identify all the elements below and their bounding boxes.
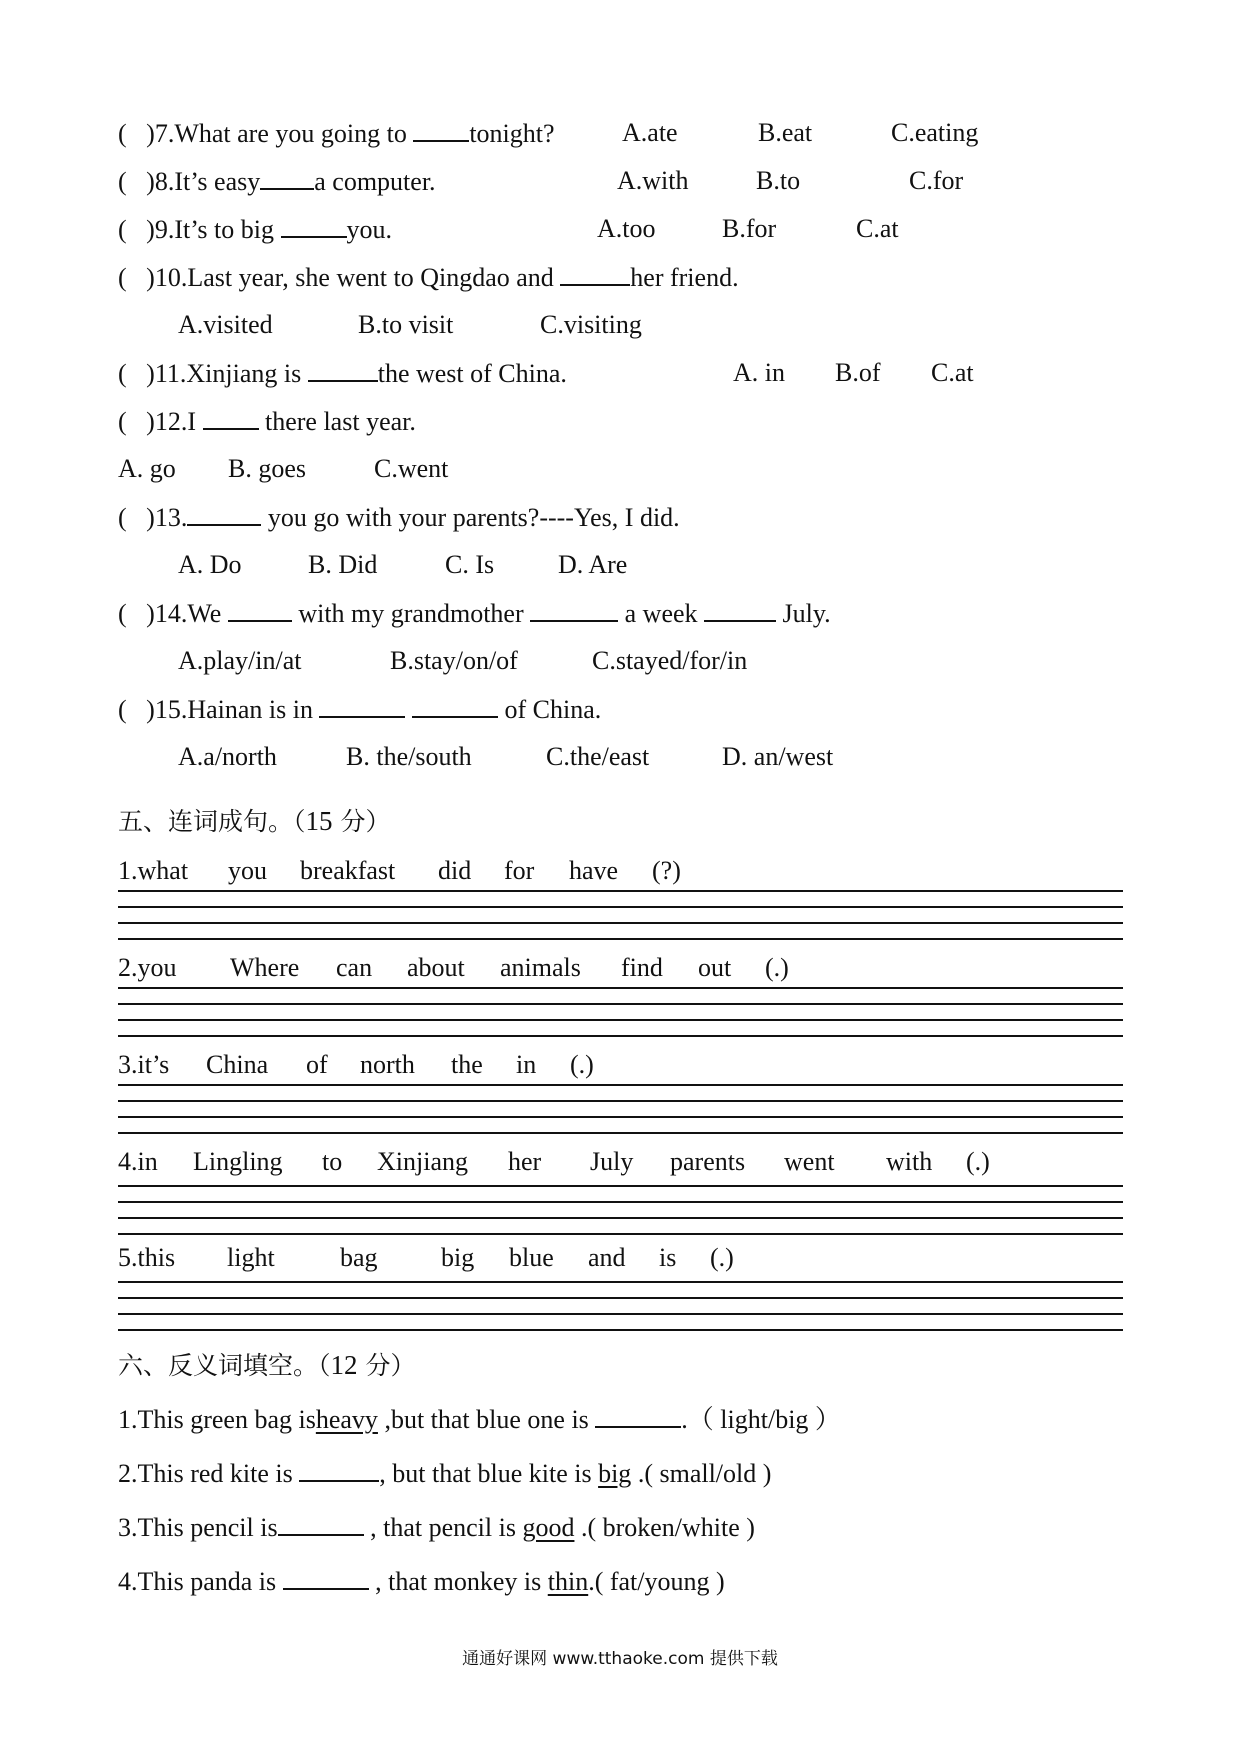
writing-line[interactable] xyxy=(118,938,1123,940)
word: about xyxy=(407,953,465,982)
option-c: C.for xyxy=(909,166,964,195)
option-a: A.ate xyxy=(622,118,678,147)
word: blue xyxy=(509,1243,554,1272)
word: (?) xyxy=(652,856,681,885)
word: in xyxy=(516,1050,537,1079)
word: (.) xyxy=(570,1050,594,1079)
word: for xyxy=(504,856,535,885)
word: out xyxy=(698,953,732,982)
question-9: ( )9.It’s to big you. xyxy=(118,215,392,244)
option-c: C.stayed/for/in xyxy=(592,646,748,675)
writing-line[interactable] xyxy=(118,1084,1123,1086)
option-a: A.too xyxy=(597,214,656,243)
option-b: B.stay/on/of xyxy=(390,646,518,675)
writing-line[interactable] xyxy=(118,1116,1123,1118)
section-6-title: 六、反义词填空。（12 分） xyxy=(118,1350,416,1380)
option-a: A.play/in/at xyxy=(178,646,302,675)
word: have xyxy=(569,856,619,885)
option-d: D. an/west xyxy=(722,742,834,771)
answer-bracket[interactable]: ( ) xyxy=(118,167,155,196)
option-a: A.visited xyxy=(178,310,273,339)
writing-line[interactable] xyxy=(118,1201,1123,1203)
section-5-title: 五、连词成句。（15 分） xyxy=(118,806,391,836)
word: breakfast xyxy=(300,856,396,885)
blank[interactable] xyxy=(319,694,405,718)
option-c: C.eating xyxy=(891,118,979,147)
question-12: ( )12.I there last year. xyxy=(118,407,416,436)
writing-line[interactable] xyxy=(118,1185,1123,1187)
option-b: B.eat xyxy=(758,118,813,147)
answer-bracket[interactable]: ( ) xyxy=(118,263,155,292)
antonym-2: 2.This red kite is , but that blue kite is big .( small/old ) xyxy=(118,1459,772,1488)
word: Where xyxy=(230,953,300,982)
question-13: ( )13. you go with your parents?----Yes, I did. xyxy=(118,503,680,532)
blank[interactable] xyxy=(187,502,261,526)
option-a: A.a/north xyxy=(178,742,277,771)
word: (.) xyxy=(710,1243,734,1272)
word: is xyxy=(659,1243,677,1272)
word: parents xyxy=(670,1147,746,1176)
option-a: A.with xyxy=(617,166,689,195)
word: animals xyxy=(500,953,581,982)
writing-line[interactable] xyxy=(118,1100,1123,1102)
option-c: C.visiting xyxy=(540,310,642,339)
option-c: C. Is xyxy=(445,550,495,579)
word: find xyxy=(621,953,663,982)
blank[interactable] xyxy=(281,214,347,238)
word: with xyxy=(886,1147,933,1176)
writing-line[interactable] xyxy=(118,922,1123,924)
answer-bracket[interactable]: ( ) xyxy=(118,215,155,244)
word: north xyxy=(360,1050,415,1079)
word: Xinjiang xyxy=(377,1147,468,1176)
word: you xyxy=(228,856,267,885)
writing-line[interactable] xyxy=(118,1313,1123,1315)
writing-line[interactable] xyxy=(118,987,1123,989)
blank[interactable] xyxy=(413,118,469,142)
writing-line[interactable] xyxy=(118,1217,1123,1219)
blank[interactable] xyxy=(228,598,292,622)
option-c: C.the/east xyxy=(546,742,650,771)
question-15: ( )15.Hainan is in of China. xyxy=(118,695,602,724)
option-b: B. the/south xyxy=(346,742,472,771)
option-a: A. go xyxy=(118,454,176,483)
blank[interactable] xyxy=(203,406,259,430)
blank[interactable] xyxy=(530,598,618,622)
option-b: B.to xyxy=(756,166,801,195)
answer-bracket[interactable]: ( ) xyxy=(118,119,155,148)
blank[interactable] xyxy=(299,1458,379,1482)
blank[interactable] xyxy=(595,1404,681,1428)
word: bag xyxy=(340,1243,378,1272)
writing-line[interactable] xyxy=(118,1329,1123,1331)
question-11: ( )11.Xinjiang is the west of China. xyxy=(118,359,567,388)
antonym-1: 1.This green bag isheavy ,but that blue one is .（ light/big ） xyxy=(118,1405,841,1434)
writing-line[interactable] xyxy=(118,1132,1123,1134)
word: big xyxy=(441,1243,475,1272)
sentence-number: 3.it’s xyxy=(118,1050,170,1079)
word: her xyxy=(508,1147,542,1176)
option-a: A. in xyxy=(733,358,785,387)
writing-line[interactable] xyxy=(118,1297,1123,1299)
option-d: D. Are xyxy=(558,550,628,579)
writing-line[interactable] xyxy=(118,1035,1123,1037)
sentence-number: 5.this xyxy=(118,1243,176,1272)
option-c: C.at xyxy=(856,214,899,243)
question-14: ( )14.We with my grandmother a week July. xyxy=(118,599,831,628)
blank[interactable] xyxy=(278,1512,364,1536)
option-b: B. goes xyxy=(228,454,306,483)
sentence-number: 2.you xyxy=(118,953,177,982)
question-7: ( )7.What are you going to tonight? xyxy=(118,119,555,148)
answer-bracket[interactable]: ( ) xyxy=(118,359,155,388)
answer-bracket[interactable]: ( ) xyxy=(118,695,155,724)
antonym-3: 3.This pencil is , that pencil is good .( broken/white ) xyxy=(118,1513,755,1542)
question-10: ( )10.Last year, she went to Qingdao and her friend. xyxy=(118,263,739,292)
word: to xyxy=(322,1147,343,1176)
word: can xyxy=(336,953,373,982)
word: July xyxy=(590,1147,634,1176)
word: (.) xyxy=(765,953,789,982)
word: light xyxy=(227,1243,275,1272)
word: went xyxy=(784,1147,835,1176)
word: and xyxy=(588,1243,626,1272)
writing-line[interactable] xyxy=(118,906,1123,908)
writing-line[interactable] xyxy=(118,890,1123,892)
blank[interactable] xyxy=(283,1566,369,1590)
word: the xyxy=(451,1050,483,1079)
answer-bracket[interactable]: ( ) xyxy=(118,407,155,436)
word: China xyxy=(206,1050,269,1079)
option-b: B.of xyxy=(835,358,881,387)
answer-bracket[interactable]: ( ) xyxy=(118,503,155,532)
question-8: ( )8.It’s easy a computer. xyxy=(118,167,436,196)
word: did xyxy=(438,856,472,885)
option-a: A. Do xyxy=(178,550,242,579)
writing-line[interactable] xyxy=(118,1003,1123,1005)
footer-credit: 通通好课网 www.tthaoke.com 提供下载 xyxy=(462,1649,778,1669)
option-c: C.at xyxy=(931,358,974,387)
blank[interactable] xyxy=(260,166,314,190)
blank[interactable] xyxy=(704,598,776,622)
option-b: B.to visit xyxy=(358,310,454,339)
writing-line[interactable] xyxy=(118,1281,1123,1283)
answer-bracket[interactable]: ( ) xyxy=(118,599,155,628)
word: Lingling xyxy=(193,1147,283,1176)
antonym-4: 4.This panda is , that monkey is thin.( fat/young ) xyxy=(118,1567,725,1596)
option-c: C.went xyxy=(374,454,449,483)
blank[interactable] xyxy=(560,262,630,286)
blank[interactable] xyxy=(308,358,378,382)
word: (.) xyxy=(966,1147,990,1176)
sentence-number: 4.in xyxy=(118,1147,158,1176)
option-b: B. Did xyxy=(308,550,378,579)
blank[interactable] xyxy=(412,694,498,718)
writing-line[interactable] xyxy=(118,1233,1123,1235)
word: of xyxy=(306,1050,328,1079)
option-b: B.for xyxy=(722,214,777,243)
sentence-number: 1.what xyxy=(118,856,189,885)
writing-line[interactable] xyxy=(118,1019,1123,1021)
